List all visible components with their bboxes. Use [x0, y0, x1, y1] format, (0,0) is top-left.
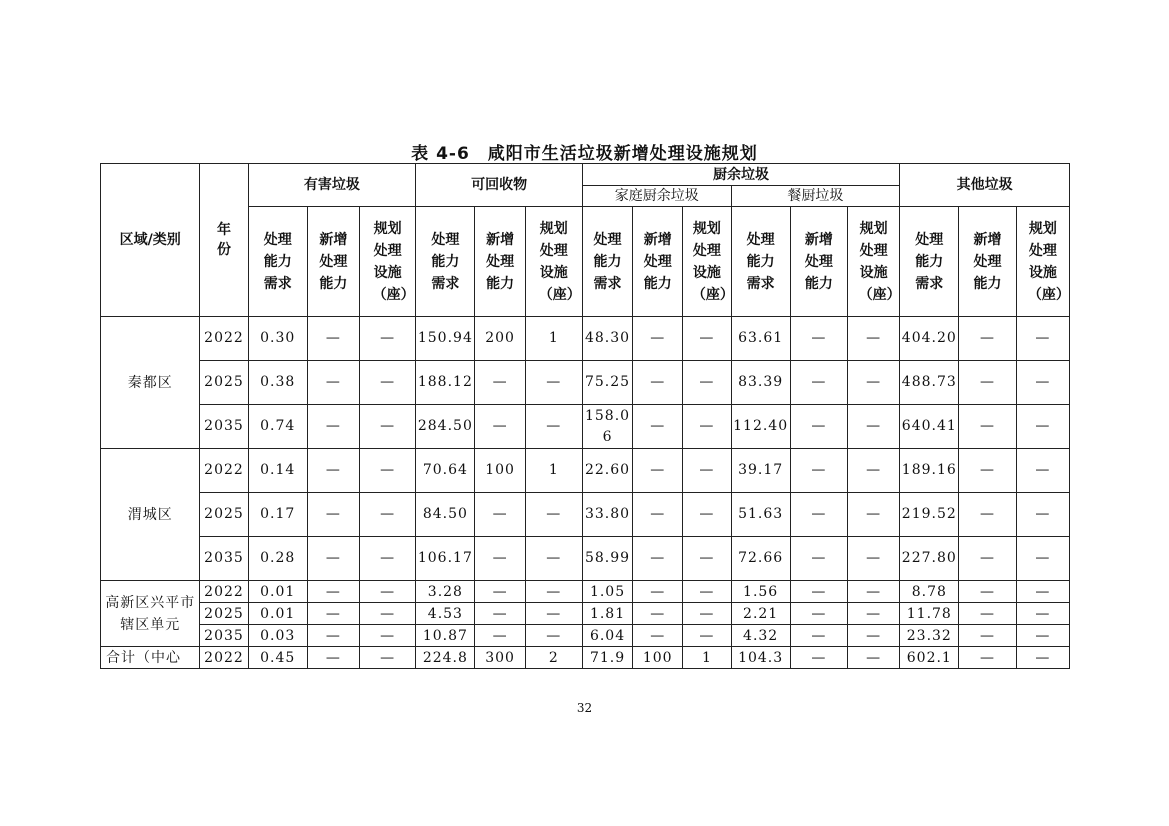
data-cell: —	[790, 603, 847, 625]
table-title: 表 4-6 咸阳市生活垃圾新增处理设施规划	[411, 144, 758, 164]
data-cell: 1.56	[731, 581, 790, 603]
data-cell: 284.50	[416, 405, 475, 449]
data-cell: 10.87	[416, 625, 475, 647]
data-cell: —	[360, 581, 416, 603]
data-cell: —	[307, 317, 359, 361]
data-cell: —	[307, 361, 359, 405]
data-cell: —	[307, 537, 359, 581]
year-cell: 2035	[200, 405, 248, 449]
data-cell: 0.28	[248, 537, 307, 581]
subheader-cell: 新增处理能力	[475, 207, 525, 317]
data-cell: —	[307, 449, 359, 493]
data-cell: 0.45	[248, 647, 307, 669]
data-cell: —	[525, 603, 582, 625]
header-household-kitchen: 家庭厨余垃圾	[582, 186, 731, 207]
data-cell: —	[790, 449, 847, 493]
data-cell: 3.28	[416, 581, 475, 603]
data-cell: —	[790, 537, 847, 581]
data-cell: —	[525, 405, 582, 449]
table-row	[101, 405, 1070, 449]
data-cell: 1	[525, 317, 582, 361]
subheader-cell: 规划处理设施（座）	[1016, 207, 1069, 317]
data-cell: 58.99	[582, 537, 632, 581]
subheader-cell: 处理能力需求	[900, 207, 959, 317]
subheader-cell: 规划处理设施（座）	[525, 207, 582, 317]
data-cell: 1.05	[582, 581, 632, 603]
data-cell: —	[633, 493, 683, 537]
data-cell: —	[959, 603, 1016, 625]
data-cell: —	[360, 603, 416, 625]
data-cell: 83.39	[731, 361, 790, 405]
subheader-cell: 新增处理能力	[790, 207, 847, 317]
data-cell: 488.73	[900, 361, 959, 405]
data-cell: —	[633, 625, 683, 647]
data-cell: 11.78	[900, 603, 959, 625]
data-cell: 0.38	[248, 361, 307, 405]
data-cell: 300	[475, 647, 525, 669]
data-cell: —	[683, 493, 731, 537]
data-cell: 158.06	[582, 405, 632, 449]
year-cell: 2022	[200, 581, 248, 603]
data-cell: —	[360, 361, 416, 405]
data-cell: —	[360, 405, 416, 449]
data-cell: 0.01	[248, 581, 307, 603]
data-cell: —	[847, 625, 899, 647]
year-cell: 2035	[200, 537, 248, 581]
data-cell: 0.01	[248, 603, 307, 625]
data-cell: —	[847, 405, 899, 449]
data-cell: —	[1016, 317, 1069, 361]
data-cell: —	[1016, 625, 1069, 647]
data-cell: —	[683, 625, 731, 647]
subheader-cell: 规划处理设施（座）	[360, 207, 416, 317]
data-cell: —	[847, 581, 899, 603]
data-cell: —	[683, 405, 731, 449]
data-cell: —	[1016, 537, 1069, 581]
data-cell: —	[1016, 361, 1069, 405]
table-row	[101, 493, 1070, 537]
data-cell: —	[959, 647, 1016, 669]
data-cell: 22.60	[582, 449, 632, 493]
data-cell: —	[1016, 603, 1069, 625]
data-cell: —	[790, 493, 847, 537]
data-cell: —	[360, 537, 416, 581]
data-cell: —	[633, 317, 683, 361]
data-cell: —	[1016, 449, 1069, 493]
data-cell: —	[1016, 647, 1069, 669]
header-recyclable: 可回收物	[416, 164, 583, 207]
data-cell: —	[1016, 493, 1069, 537]
data-cell: —	[847, 537, 899, 581]
data-cell: —	[1016, 581, 1069, 603]
data-cell: 84.50	[416, 493, 475, 537]
data-cell: 2	[525, 647, 582, 669]
data-cell: —	[475, 537, 525, 581]
data-cell: —	[847, 493, 899, 537]
data-cell: —	[790, 625, 847, 647]
data-cell: —	[633, 581, 683, 603]
data-cell: 0.03	[248, 625, 307, 647]
data-cell: —	[959, 405, 1016, 449]
subheader-cell: 处理能力需求	[248, 207, 307, 317]
data-cell: —	[307, 581, 359, 603]
data-cell: 48.30	[582, 317, 632, 361]
data-cell: 404.20	[900, 317, 959, 361]
data-cell: 219.52	[900, 493, 959, 537]
region-cell: 秦都区	[101, 317, 200, 449]
data-cell: —	[959, 317, 1016, 361]
table-row	[101, 317, 1070, 361]
data-cell: 72.66	[731, 537, 790, 581]
data-cell: —	[790, 361, 847, 405]
data-cell: —	[959, 449, 1016, 493]
data-cell: 100	[475, 449, 525, 493]
data-cell: —	[683, 361, 731, 405]
data-cell: 1	[525, 449, 582, 493]
data-cell: —	[790, 317, 847, 361]
data-cell: —	[360, 449, 416, 493]
data-cell: —	[525, 581, 582, 603]
data-cell: 0.74	[248, 405, 307, 449]
data-cell: —	[475, 493, 525, 537]
data-cell: —	[683, 449, 731, 493]
data-cell: —	[633, 537, 683, 581]
data-cell: 227.80	[900, 537, 959, 581]
data-cell: 189.16	[900, 449, 959, 493]
data-cell: —	[847, 647, 899, 669]
data-cell: 4.53	[416, 603, 475, 625]
data-cell: —	[633, 449, 683, 493]
page-number: 32	[576, 701, 593, 715]
header-hazardous: 有害垃圾	[248, 164, 416, 207]
data-cell: 602.1	[900, 647, 959, 669]
data-cell: —	[847, 317, 899, 361]
data-cell: —	[307, 647, 359, 669]
subheader-cell: 新增处理能力	[633, 207, 683, 317]
data-cell: —	[683, 537, 731, 581]
header-year: 年份	[200, 164, 248, 317]
subheader-cell: 处理能力需求	[731, 207, 790, 317]
data-cell: —	[475, 625, 525, 647]
header-restaurant-kitchen: 餐厨垃圾	[731, 186, 900, 207]
data-cell: —	[1016, 405, 1069, 449]
data-cell: 0.17	[248, 493, 307, 537]
data-cell: —	[360, 493, 416, 537]
data-cell: —	[360, 625, 416, 647]
table-row	[101, 581, 1070, 603]
data-cell: 8.78	[900, 581, 959, 603]
data-cell: —	[525, 625, 582, 647]
data-cell: —	[475, 405, 525, 449]
data-cell: —	[847, 603, 899, 625]
year-cell: 2022	[200, 449, 248, 493]
data-cell: 70.64	[416, 449, 475, 493]
data-cell: —	[475, 361, 525, 405]
subheader-cell: 处理能力需求	[416, 207, 475, 317]
table-row	[101, 449, 1070, 493]
year-cell: 2025	[200, 603, 248, 625]
subheader-cell: 规划处理设施（座）	[683, 207, 731, 317]
data-cell: 4.32	[731, 625, 790, 647]
table-row	[101, 361, 1070, 405]
table-row	[101, 647, 1070, 669]
data-cell: —	[790, 405, 847, 449]
data-cell: —	[525, 537, 582, 581]
data-cell: —	[475, 581, 525, 603]
data-cell: 0.30	[248, 317, 307, 361]
data-cell: 1	[683, 647, 731, 669]
data-cell: —	[683, 603, 731, 625]
data-cell: —	[959, 361, 1016, 405]
data-cell: —	[475, 603, 525, 625]
data-cell: 39.17	[731, 449, 790, 493]
data-cell: —	[959, 537, 1016, 581]
table-row	[101, 603, 1070, 625]
data-cell: —	[360, 647, 416, 669]
year-cell: 2035	[200, 625, 248, 647]
header-other: 其他垃圾	[900, 164, 1070, 207]
subheader-cell: 处理能力需求	[582, 207, 632, 317]
data-cell: —	[633, 405, 683, 449]
data-cell: —	[307, 625, 359, 647]
data-cell: —	[683, 317, 731, 361]
subheader-cell: 新增处理能力	[959, 207, 1016, 317]
data-cell: —	[847, 449, 899, 493]
data-cell: —	[959, 625, 1016, 647]
data-cell: 100	[633, 647, 683, 669]
data-cell: 33.80	[582, 493, 632, 537]
data-cell: —	[307, 493, 359, 537]
region-cell: 渭城区	[101, 449, 200, 581]
waste-facility-table	[100, 163, 1070, 669]
data-cell: 1.81	[582, 603, 632, 625]
header-region: 区域/类别	[101, 164, 200, 317]
data-cell: 224.8	[416, 647, 475, 669]
year-cell: 2025	[200, 361, 248, 405]
data-cell: —	[307, 405, 359, 449]
data-cell: 200	[475, 317, 525, 361]
data-cell: —	[959, 493, 1016, 537]
table-row	[101, 537, 1070, 581]
data-cell: 0.14	[248, 449, 307, 493]
data-cell: —	[307, 603, 359, 625]
data-cell: —	[683, 581, 731, 603]
data-cell: 106.17	[416, 537, 475, 581]
data-cell: 150.94	[416, 317, 475, 361]
table-row	[101, 625, 1070, 647]
data-cell: 104.3	[731, 647, 790, 669]
region-cell: 高新区兴平市辖区单元	[101, 581, 200, 647]
subheader-cell: 新增处理能力	[307, 207, 359, 317]
data-cell: 6.04	[582, 625, 632, 647]
data-cell: 75.25	[582, 361, 632, 405]
data-cell: —	[525, 361, 582, 405]
data-cell: 188.12	[416, 361, 475, 405]
subheader-cell: 规划处理设施（座）	[847, 207, 899, 317]
region-cell: 合计（中心	[101, 647, 200, 669]
data-cell: 23.32	[900, 625, 959, 647]
year-cell: 2022	[200, 647, 248, 669]
data-cell: —	[790, 647, 847, 669]
year-cell: 2025	[200, 493, 248, 537]
data-cell: —	[847, 361, 899, 405]
data-cell: 640.41	[900, 405, 959, 449]
data-cell: —	[633, 361, 683, 405]
year-cell: 2022	[200, 317, 248, 361]
data-cell: —	[790, 581, 847, 603]
data-cell: —	[360, 317, 416, 361]
data-cell: —	[633, 603, 683, 625]
header-kitchen: 厨余垃圾	[582, 164, 899, 186]
data-cell: —	[959, 581, 1016, 603]
data-cell: 112.40	[731, 405, 790, 449]
data-cell: 51.63	[731, 493, 790, 537]
data-cell: 71.9	[582, 647, 632, 669]
data-cell: —	[525, 493, 582, 537]
data-cell: 2.21	[731, 603, 790, 625]
data-cell: 63.61	[731, 317, 790, 361]
